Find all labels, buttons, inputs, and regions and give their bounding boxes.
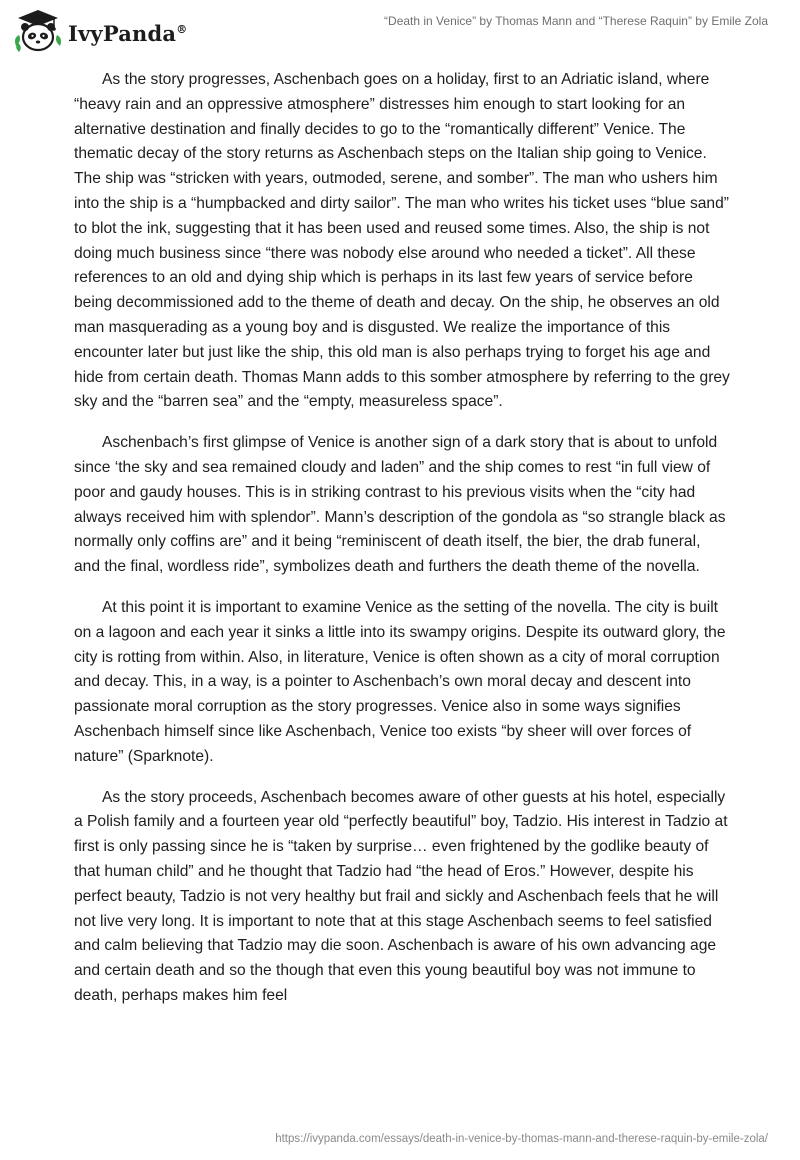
paragraph: As the story progresses, Aschenbach goes on a holiday, first to an Adriatic island, where “heavy rain and an oppressive atmosphere” distresses him enough to start looking for an alternative destination and finally decides to go to the “romantically different” Venice. The thematic decay of the story returns as Aschenbach steps on the Italian ship going to Venice. The ship was “stricken with years, outmoded, serene, and somber”. The man who ushers him into the ship is a “humpbacked and dirty sailor”. The man who writes his ticket uses “blue sand” to blot the ink, suggesting that it has been used and reused some times. Also, the ship is not doing much business since “there was nobody else around who needed a ticket”. All these references to an old and dying ship which is perhaps in its last few years of service before being decommissioned add to the theme of death and decay. On the ship, he observes an old man masquerading as a young boy and is disgusted. We realize the importance of this encounter later but just like the ship, this old man is also perhaps trying to forget his age and hide from certain death. Thomas Mann adds to this somber atmosphere by referring to the grey sky and the “barren sea” and the “empty, measureless space”. [74,71,730,411]
essay-body [74,68,730,1025]
document-title: “Death in Venice” by Thomas Mann and “Therese Raquin” by Emile Zola [384,14,768,28]
panda-graduation-cap-icon [12,8,64,54]
paragraph: Aschenbach’s first glimpse of Venice is another sign of a dark story that is about to unfold since ‘the sky and sea remained cloudy and laden” and the ship comes to rest “in full view of poor and gaudy houses. This is in striking contrast to his previous visits when the “city had always received him with splendor”. Mann’s description of the gondola as “so strangle black as normally only coffins are” and it being “reminiscent of death itself, the bier, the drab funeral, and the final, wordless ride”, symbolizes death and furthers the death theme of the novella. [74,434,726,576]
brand-name: IvyPanda® [68,20,188,46]
paragraph: As the story proceeds, Aschenbach becomes aware of other guests at his hotel, especially a Polish family and a fourteen year old “perfectly beautiful” boy, Tadzio. His interest in Tadzio at first is only passing since he is “taken by surprise… even frightened by the godlike beauty of that human child” and he thought that Tadzio had “the head of Eros.” However, despite his perfect beauty, Tadzio is not very healthy but frail and sickly and Aschenbach feels that he will not live very long. It is important to note that at this stage Aschenbach seems to feel satisfied and calm believing that Tadzio may die soon. Aschenbach is aware of his own advancing age and certain death and so the though that even this young beautiful boy was not immune to death, perhaps makes him feel [74,788,728,1004]
paragraph: At this point it is important to examine Venice as the setting of the novella. The city is built on a lagoon and each year it sinks a little into its swampy origins. Despite its outward glory, the city is rotting from within. Also, in literature, Venice is often shown as a city of moral corruption and decay. This, in a way, is a pointer to Aschenbach’s own moral decay and descent into passionate moral corruption as the story progresses. Venice also in some ways signifies Aschenbach himself since like Aschenbach, Venice too exists “by sheer will over forces of nature” (Sparknote). [74,598,726,765]
ivypanda-logo[interactable] [12,8,187,54]
source-url-link[interactable]: https://ivypanda.com/essays/death-in-venice-by-thomas-mann-and-therese-raquin-by-emile-zola/ [275,1133,768,1145]
page-header [0,0,800,60]
registered-mark: ® [176,22,188,36]
